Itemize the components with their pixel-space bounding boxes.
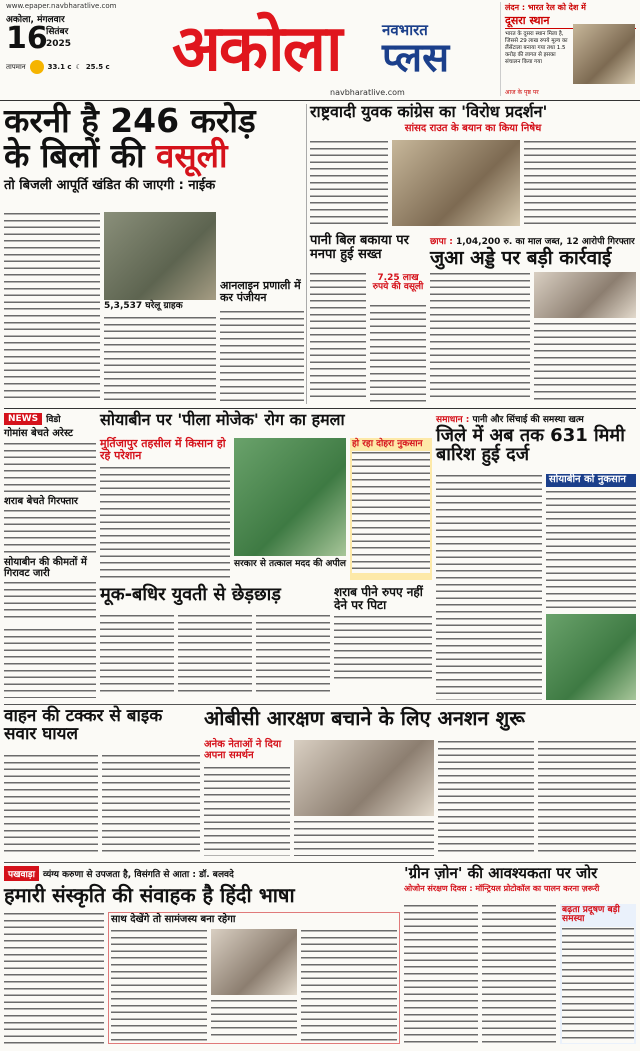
hindi-box-body-col2 bbox=[211, 999, 297, 1041]
sun-icon bbox=[30, 60, 44, 74]
soybean-story bbox=[100, 412, 432, 582]
ear-photo bbox=[573, 24, 635, 84]
lead-body-col2 bbox=[104, 316, 216, 402]
rain-story bbox=[436, 412, 636, 702]
deaf-headline: मूक-बधिर युवती से छेड़छाड़ bbox=[100, 584, 281, 605]
news-strip-header bbox=[4, 412, 96, 425]
hindi-body-col1 bbox=[4, 912, 104, 1044]
lead-photo-caption: 5,3,537 घरेलू ग्राहक bbox=[104, 301, 183, 311]
raid-kicker-label: छापा : bbox=[430, 237, 453, 247]
rain-kicker-label: समाधान : bbox=[436, 415, 470, 425]
section-rule-2 bbox=[4, 704, 636, 705]
lead-body-col1 bbox=[4, 212, 100, 402]
soybean-headline: सोयाबीन पर 'पीला मोजेक' रोग का हमला bbox=[100, 410, 345, 429]
raid-photo bbox=[534, 272, 636, 318]
accident-body-col2 bbox=[102, 754, 200, 856]
news-strip bbox=[4, 412, 96, 622]
ncp-photo bbox=[392, 140, 520, 226]
city-day: अकोला, मंगलवार bbox=[6, 15, 65, 25]
lead-subhead: तो बिजली आपूर्ति खंडित की जाएगी : नाईक bbox=[4, 178, 216, 194]
lead-side-title: आनलाइन प्रणाली में कर पंजीयन bbox=[220, 279, 301, 304]
logo-main: अकोला bbox=[172, 11, 341, 86]
hindi-box-title: साथ देखेंगे तो सामंजस्य बना रहेगा bbox=[111, 914, 236, 925]
accident-story bbox=[4, 708, 200, 858]
obc-body-col1 bbox=[204, 766, 290, 856]
obc-headline: ओबीसी आरक्षण बचाने के लिए अनशन शुरू bbox=[204, 706, 525, 730]
raid-headline: जुआ अड्डे पर बड़ी कार्रवाई bbox=[430, 247, 612, 269]
water-story bbox=[310, 234, 426, 404]
liquor-headline: शराब पीने रुपए नहीं देने पर पिटा bbox=[334, 585, 423, 612]
deaf-body-col3 bbox=[256, 614, 330, 694]
green-story bbox=[404, 866, 636, 1046]
green-body-col1 bbox=[404, 904, 478, 1044]
accident-headline: वाहन की टक्कर से बाइक सवार घायल bbox=[4, 706, 163, 744]
news-item3-title: सोयाबीन की कीमतों में गिरावट जारी bbox=[4, 557, 87, 579]
water-body-col1 bbox=[310, 272, 366, 402]
obc-body-col4 bbox=[538, 740, 636, 856]
col-divider bbox=[306, 104, 307, 404]
hindi-box-body-col3 bbox=[301, 929, 397, 1041]
soybean-subhead: मुर्तिजापुर तहसील में किसान हो रहे परेशान bbox=[100, 437, 226, 462]
section-rule-1 bbox=[4, 408, 636, 409]
obc-body-col3 bbox=[438, 740, 534, 856]
hindi-strip-text: व्यंग्य करुणा से उपजता है, विसंगति से आता : डॉ. बलवदे bbox=[42, 870, 234, 880]
temp-min: 25.5 c bbox=[85, 63, 110, 71]
rain-body bbox=[436, 474, 542, 700]
rain-photo bbox=[546, 614, 636, 700]
lead-story bbox=[4, 101, 304, 404]
ncp-body-col1 bbox=[310, 140, 388, 226]
ncp-body-col2 bbox=[524, 140, 636, 226]
lead-headline-2b: वसूली bbox=[156, 135, 228, 175]
date-month-year bbox=[46, 26, 71, 50]
green-body-col2 bbox=[482, 904, 556, 1044]
ncp-subhead: सांसद राउत के बयान का किया निषेध bbox=[404, 122, 542, 134]
raid-story bbox=[430, 234, 636, 404]
lead-side-body bbox=[220, 310, 304, 402]
obc-photo bbox=[294, 740, 434, 816]
green-side-box bbox=[560, 904, 636, 1044]
ear-panel bbox=[500, 2, 636, 96]
weather-label: तापमान bbox=[6, 62, 26, 71]
ncp-story bbox=[310, 104, 636, 228]
deaf-story bbox=[100, 586, 330, 696]
obc-story bbox=[204, 708, 636, 858]
hindi-box bbox=[108, 912, 400, 1044]
ear-text: भारत के दूसरा स्थान मिला है, जिससे 29 लाख रुपये मूल्य का लैंसेंटाला बनाया गया तथा 1.5 करोड़ की लागत से इसका संचालन किया गया bbox=[505, 31, 568, 65]
ear-kicker: लंदन : भारत रेल को देश में bbox=[505, 3, 586, 12]
obc-body-col2 bbox=[294, 820, 434, 856]
news-item1-body bbox=[4, 442, 96, 494]
soybean-box-body bbox=[352, 451, 430, 573]
month: सितंबर bbox=[46, 27, 69, 37]
accident-body-col1 bbox=[4, 754, 98, 856]
masthead bbox=[0, 0, 640, 100]
raid-body-col1 bbox=[430, 272, 530, 402]
soybean-box bbox=[350, 438, 432, 580]
date-number: 16 bbox=[6, 21, 48, 56]
obc-subhead: अनेक नेताओं ने दिया अपना समर्थन bbox=[204, 739, 282, 761]
weather bbox=[6, 60, 110, 74]
hindi-box-photo bbox=[211, 929, 297, 995]
soybean-body bbox=[100, 466, 230, 580]
raid-kicker bbox=[430, 234, 636, 247]
water-pull-quote: 7.25 लाख रुपये की वसूली bbox=[372, 273, 424, 293]
logo-plus: प्लस bbox=[382, 35, 450, 81]
epaper-url[interactable]: www.epaper.navbharatlive.com bbox=[6, 2, 117, 10]
green-subhead: ओजोन संरक्षण दिवस : मॉन्ट्रियल प्रोटोकॉल का पालन करना ज़रूरी bbox=[404, 883, 600, 893]
moon-icon: ☾ bbox=[75, 63, 82, 71]
raid-kicker-text: 1,04,200 रु. का माल जब्त, 12 आरोपी गिरफ्तार bbox=[455, 237, 635, 247]
rain-kicker bbox=[436, 412, 636, 425]
deaf-body-col1 bbox=[100, 614, 174, 694]
hindi-headline: हमारी संस्कृति की संवाहक है हिंदी भाषा bbox=[4, 883, 295, 907]
green-side-title: बढ़ता प्रदूषण बड़ी समस्या bbox=[562, 905, 620, 925]
ear-title: दूसरा स्थान bbox=[505, 13, 636, 29]
year: 2025 bbox=[46, 39, 72, 49]
soybean-photo bbox=[234, 438, 346, 556]
hindi-box-body-col1 bbox=[111, 929, 207, 1041]
news-tag: विडो bbox=[46, 415, 61, 425]
ear-more[interactable]: आज के पृष्ठ पर bbox=[505, 89, 539, 96]
accident-filler-body bbox=[4, 628, 96, 698]
news-label: NEWS bbox=[4, 413, 42, 425]
news-item3-body bbox=[4, 581, 96, 621]
news-item1-title: गोमांस बेचते अरेस्ट bbox=[4, 428, 73, 439]
lead-headline-2a: के बिलों की bbox=[4, 135, 145, 175]
deaf-body-col2 bbox=[178, 614, 252, 694]
soybean-box-title: हो रहा दोहरा नुकसान bbox=[352, 439, 423, 449]
lead-headline-2 bbox=[4, 135, 304, 175]
section-rule-3 bbox=[4, 862, 636, 863]
green-headline: 'ग्रीन ज़ोन' की आवश्यकता पर जोर bbox=[404, 864, 598, 882]
hindi-strip bbox=[4, 866, 400, 881]
rain-side-title: सोयाबीन को नुकसान bbox=[546, 474, 636, 487]
water-body-col2 bbox=[370, 304, 426, 402]
rain-headline: जिले में अब तक 631 मिमी बारिश हुई दर्ज bbox=[436, 425, 625, 465]
lead-photo bbox=[104, 212, 216, 300]
liquor-story bbox=[334, 586, 432, 696]
logo-navbharat: नवभारत bbox=[382, 21, 428, 39]
temp-max: 33.1 c bbox=[47, 63, 72, 71]
lead-headline-1: करनी है 246 करोड़ bbox=[4, 101, 256, 140]
website[interactable]: navbharatlive.com bbox=[330, 88, 405, 97]
green-side-body bbox=[562, 927, 634, 1043]
hindi-story bbox=[4, 866, 400, 1046]
rain-side-body bbox=[546, 490, 636, 610]
rain-kicker-text: पानी और सिंचाई की समस्या खत्म bbox=[472, 415, 584, 425]
news-item2-body bbox=[4, 509, 96, 555]
news-item2-title: शराब बेचते गिरफ्तार bbox=[4, 495, 78, 507]
water-headline: पानी बिल बकाया पर मनपा हुई सख्त bbox=[310, 233, 409, 262]
liquor-body bbox=[334, 615, 432, 683]
soybean-caption: सरकार से तत्काल मदद की अपील bbox=[234, 559, 346, 569]
hindi-strip-label: पखवाड़ा bbox=[4, 866, 39, 881]
raid-body-col2 bbox=[534, 322, 636, 402]
ncp-headline: राष्ट्रवादी युवक कांग्रेस का 'विरोध प्रदर्शन' bbox=[310, 102, 548, 121]
